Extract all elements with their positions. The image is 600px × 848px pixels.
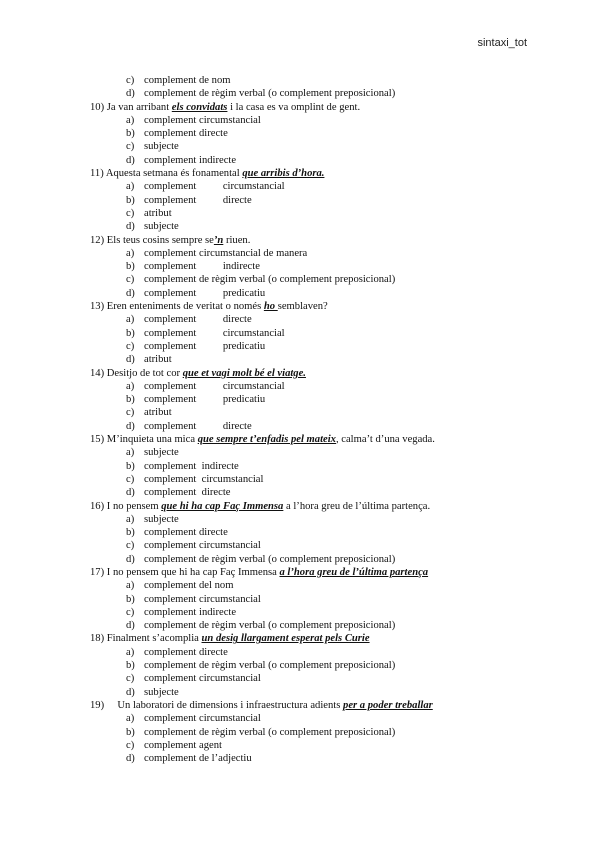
answer-option [126, 752, 520, 765]
option-text: complement circumstancial [144, 380, 285, 392]
option-letter: d) [126, 88, 135, 100]
question-text: Els teus cosins sempre se [106, 234, 214, 246]
question-number: 14) [90, 367, 105, 379]
question-text: Desitjo de tot cor [106, 367, 183, 379]
answer-option [126, 380, 520, 393]
question-text-end: riuen. [223, 234, 251, 246]
option-letter: c) [126, 473, 135, 485]
answer-option [126, 393, 520, 406]
option-letter: d) [126, 154, 135, 166]
option-text: atribut [144, 354, 172, 366]
question [90, 367, 520, 380]
underlined-fragment: els convidats [171, 101, 228, 113]
question [90, 500, 520, 513]
option-text: complement circumstancial [144, 114, 261, 126]
question [90, 234, 520, 247]
question [90, 101, 520, 114]
answer-option [126, 220, 520, 233]
option-text: complement circumstancial [144, 713, 261, 725]
underlined-fragment: un desig llargament esperat pels Curie [201, 633, 370, 645]
option-text: complement directe [144, 194, 252, 206]
option-letter: c) [126, 340, 135, 352]
option-text: complement directe [144, 487, 231, 499]
option-letter: b) [126, 726, 135, 738]
question-text: Ja van arribant [106, 101, 172, 113]
option-text: complement circumstancial [144, 540, 261, 552]
option-text: complement directe [144, 527, 228, 539]
option-letter: c) [126, 673, 135, 685]
answer-option [126, 526, 520, 539]
option-letter: d) [126, 287, 135, 299]
question-list [90, 74, 520, 765]
option-text: complement circumstancial [144, 673, 261, 685]
option-letter: a) [126, 114, 135, 126]
question [90, 699, 520, 712]
option-text: complement indirecte [144, 154, 237, 166]
option-text: complement de règim verbal (o complement preposicional) [144, 726, 396, 738]
option-text: complement directe [144, 314, 252, 326]
page-header: sintaxi_tot [477, 37, 527, 49]
answer-option [126, 353, 520, 366]
option-text: atribut [144, 207, 172, 219]
option-letter: b) [126, 660, 135, 672]
option-text: complement indirecte [144, 261, 260, 273]
option-letter: c) [126, 540, 135, 552]
option-letter: a) [126, 646, 135, 658]
answer-option [126, 194, 520, 207]
answer-option [126, 606, 520, 619]
answer-option [126, 659, 520, 672]
question-number: 19) [90, 699, 105, 711]
option-letter: b) [126, 460, 135, 472]
option-letter: b) [126, 261, 135, 273]
answer-option [126, 207, 520, 220]
option-letter: b) [126, 593, 135, 605]
underlined-fragment: ho [263, 301, 278, 313]
question [90, 300, 520, 313]
option-text: complement directe [144, 128, 228, 140]
option-letter: c) [126, 606, 135, 618]
question [90, 632, 520, 645]
question-number: 15) [90, 434, 105, 446]
question-number: 18) [90, 633, 105, 645]
option-text: complement de règim verbal (o complement preposicional) [144, 88, 396, 100]
answer-option [126, 127, 520, 140]
question-number: 12) [90, 234, 105, 246]
answer-option [126, 340, 520, 353]
option-text: subjecte [144, 447, 179, 459]
option-letter: b) [126, 128, 135, 140]
option-letter: c) [126, 207, 135, 219]
question-text: I no pensem [106, 500, 162, 512]
answer-option [126, 260, 520, 273]
question-text-end: semblaven? [277, 301, 328, 313]
answer-option [126, 486, 520, 499]
answer-option [126, 712, 520, 725]
question-text: I no pensem que hi ha cap Faç Immensa [106, 566, 280, 578]
option-letter: c) [126, 75, 135, 86]
option-text: complement de règim verbal (o complement preposicional) [144, 553, 396, 565]
question-number: 17) [90, 566, 105, 578]
answer-option [126, 273, 520, 286]
answer-option [126, 247, 520, 260]
option-letter: a) [126, 513, 135, 525]
underlined-fragment: que hi ha cap Faç Immensa [161, 500, 284, 512]
answer-option [126, 74, 520, 87]
option-text: complement directe [144, 646, 228, 658]
option-letter: b) [126, 527, 135, 539]
option-letter: b) [126, 394, 135, 406]
question [90, 566, 520, 579]
answer-option [126, 539, 520, 552]
option-text: complement de règim verbal (o complement preposicional) [144, 620, 396, 632]
option-letter: a) [126, 447, 135, 459]
question-text: M’inquieta una mica [106, 434, 198, 446]
question-text: Un laboratori de dimensions i infraestructura adients [106, 699, 344, 711]
answer-option [126, 287, 520, 300]
option-text: atribut [144, 407, 172, 419]
answer-option [126, 513, 520, 526]
option-letter: d) [126, 686, 135, 698]
underlined-fragment: a l’hora greu de l’última partença [279, 566, 429, 578]
answer-option [126, 686, 520, 699]
option-text: complement de règim verbal (o complement preposicional) [144, 274, 396, 286]
option-text: subjecte [144, 686, 179, 698]
answer-option [126, 140, 520, 153]
option-letter: d) [126, 487, 135, 499]
option-letter: b) [126, 194, 135, 206]
option-text: complement predicatiu [144, 287, 266, 299]
option-text: complement predicatiu [144, 394, 266, 406]
option-text: complement de l’adjectiu [144, 753, 252, 765]
underlined-fragment: que sempre t’enfadis pel mateix [197, 434, 336, 446]
answer-option [126, 154, 520, 167]
option-text: complement predicatiu [144, 340, 266, 352]
question-number: 13) [90, 301, 105, 313]
answer-option [126, 553, 520, 566]
question-text: Finalment s’acomplia [106, 633, 202, 645]
option-text: complement circumstancial de manera [144, 247, 308, 259]
option-text: subjecte [144, 221, 179, 233]
option-letter: a) [126, 314, 135, 326]
option-letter: d) [126, 553, 135, 565]
option-letter: d) [126, 354, 135, 366]
option-letter: a) [126, 181, 135, 193]
question-text-end: , calma’t d’una vegada. [335, 434, 435, 446]
answer-option [126, 313, 520, 326]
option-letter: c) [126, 141, 135, 153]
question-text: Eren enteniments de veritat o només [106, 301, 264, 313]
option-text: complement agent [144, 739, 222, 751]
option-text: complement circumstancial [144, 473, 264, 485]
option-text: complement circumstancial [144, 327, 285, 339]
answer-option [126, 646, 520, 659]
question [90, 167, 520, 180]
answer-option [126, 406, 520, 419]
answer-option [126, 327, 520, 340]
answer-option [126, 579, 520, 592]
answer-option [126, 446, 520, 459]
option-text: complement indirecte [144, 606, 237, 618]
underlined-fragment: que et vagi molt bé el viatge. [182, 367, 306, 379]
answer-option [126, 460, 520, 473]
question-number: 10) [90, 101, 105, 113]
option-text: subjecte [144, 141, 179, 153]
answer-option [126, 473, 520, 486]
option-text: complement de nom [144, 75, 231, 86]
answer-option [126, 420, 520, 433]
answer-option [126, 726, 520, 739]
underlined-fragment: per a poder treballar [343, 699, 433, 711]
question-number: 16) [90, 500, 105, 512]
answer-option [126, 739, 520, 752]
question-text-end: i la casa es va omplint de gent. [227, 101, 361, 113]
option-letter: c) [126, 407, 135, 419]
option-letter: a) [126, 713, 135, 725]
question-text-end: a l’hora greu de l’última partença. [283, 500, 431, 512]
answer-option [126, 619, 520, 632]
answer-option [126, 180, 520, 193]
option-text: subjecte [144, 513, 179, 525]
option-letter: a) [126, 380, 135, 392]
option-text: complement circumstancial [144, 181, 285, 193]
option-letter: d) [126, 620, 135, 632]
option-text: complement del nom [144, 580, 234, 592]
answer-option [126, 593, 520, 606]
option-letter: b) [126, 327, 135, 339]
option-text: complement indirecte [144, 460, 239, 472]
option-text: complement directe [144, 420, 252, 432]
option-letter: c) [126, 274, 135, 286]
answer-option [126, 87, 520, 100]
answer-option [126, 114, 520, 127]
question [90, 433, 520, 446]
option-letter: a) [126, 580, 135, 592]
option-text: complement circumstancial [144, 593, 261, 605]
option-letter: d) [126, 420, 135, 432]
option-letter: d) [126, 753, 135, 765]
question-text: Aquesta setmana és fonamental [105, 168, 243, 180]
answer-option [126, 672, 520, 685]
question-number: 11) [90, 168, 104, 180]
option-letter: c) [126, 739, 135, 751]
option-letter: a) [126, 247, 135, 259]
option-text: complement de règim verbal (o complement preposicional) [144, 660, 396, 672]
option-letter: d) [126, 221, 135, 233]
underlined-fragment: ’n [213, 234, 224, 246]
underlined-fragment: que arribis d’hora. [242, 168, 325, 180]
